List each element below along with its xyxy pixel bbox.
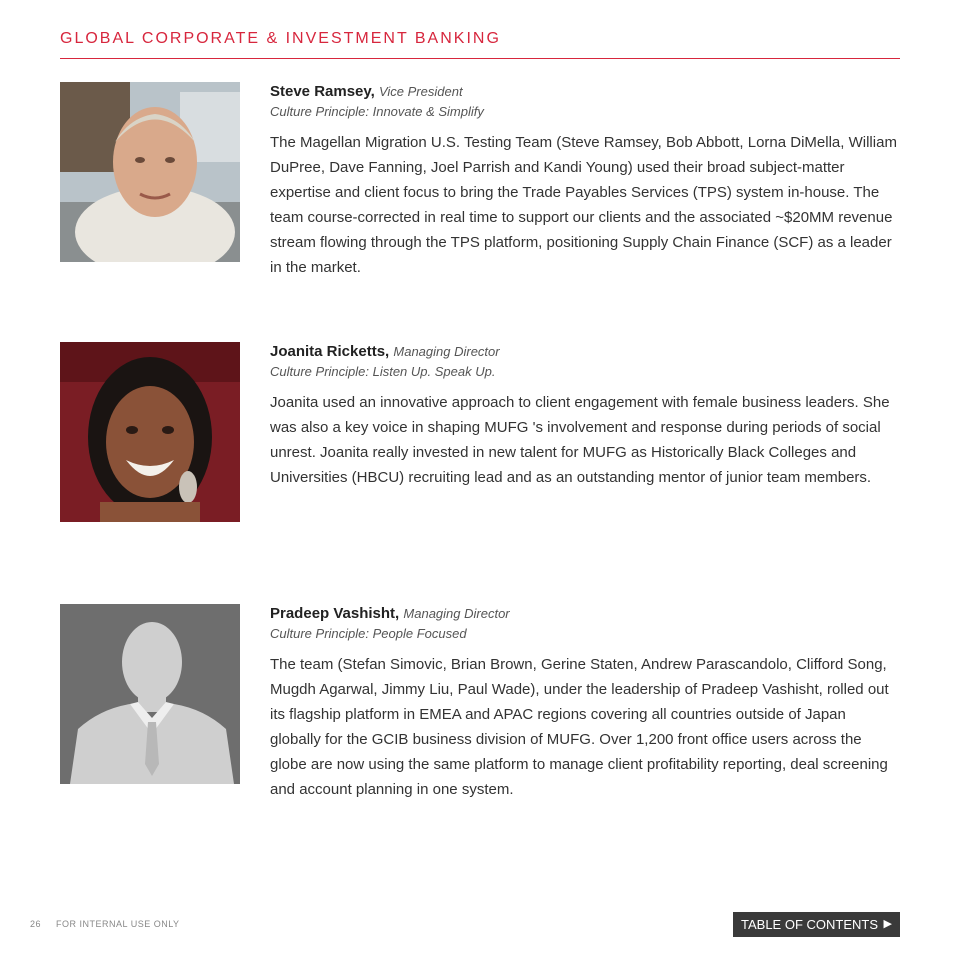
placeholder-avatar-icon	[60, 604, 240, 784]
profile-name: Joanita Ricketts,	[270, 343, 390, 360]
culture-principle: Culture Principle: People Focused	[270, 626, 467, 641]
profile-photo	[60, 82, 240, 262]
culture-principle: Culture Principle: Listen Up. Speak Up.	[270, 364, 496, 379]
play-arrow-icon: ▶	[883, 918, 892, 930]
profile-role: Managing Director	[393, 344, 500, 359]
profile-description: The team (Stefan Simovic, Brian Brown, Gerine Staten, Andrew Parascandolo, Clifford Song, Mugdh Agarwal, Jimmy Liu, Paul Wade), under the leadership of Pradeep Vashisht, rolled out its flagship platform in EMEA and APAC regions covering all countries outside of Japan globally for the GCIB business division of MUFG. Over 1,200 front office users across the globe are now using the same platform to manage client profitability reporting, deal screening and account planning in one system.	[270, 656, 889, 798]
profile-description: The Magellan Migration U.S. Testing Team (Steve Ramsey, Bob Abbott, Lorna DiMella, William DuPree, Dave Fanning, Joel Parrish and Kandi Young) used their broad subject-matter expertise and client focus to bring the Trade Payables Services (TPS) system in-house. The team course-corrected in real time to support our clients and the associated ~$20MM revenue stream flowing through the TPS platform, positioning Supply Chain Finance (SCF) as a leader in the market.	[270, 134, 897, 276]
title-divider	[60, 58, 900, 59]
internal-use-notice: FOR INTERNAL USE ONLY	[56, 919, 180, 929]
profile-description: Joanita used an innovative approach to client engagement with female business leaders. She was also a key voice in shaping MUFG 's involvement and response during periods of social unrest. Joanita really invested in new talent for MUFG as Historically Black Colleges and Universities (HBCU) recruiting lead and as an outstanding mentor of junior team members.	[270, 394, 890, 486]
section-title: GLOBAL CORPORATE & INVESTMENT BANKING	[60, 30, 501, 47]
profile-role: Managing Director	[403, 606, 510, 621]
profile-role: Vice President	[378, 84, 463, 99]
culture-principle: Culture Principle: Innovate & Simplify	[270, 104, 484, 119]
toc-button-label: TABLE OF CONTENTS	[741, 917, 878, 932]
page-number: 26	[30, 919, 42, 929]
footer	[30, 919, 180, 929]
profile-name: Steve Ramsey,	[270, 83, 375, 100]
profile-name: Pradeep Vashisht,	[270, 605, 400, 622]
table-of-contents-button[interactable]	[733, 912, 900, 937]
profile-photo	[60, 342, 240, 522]
